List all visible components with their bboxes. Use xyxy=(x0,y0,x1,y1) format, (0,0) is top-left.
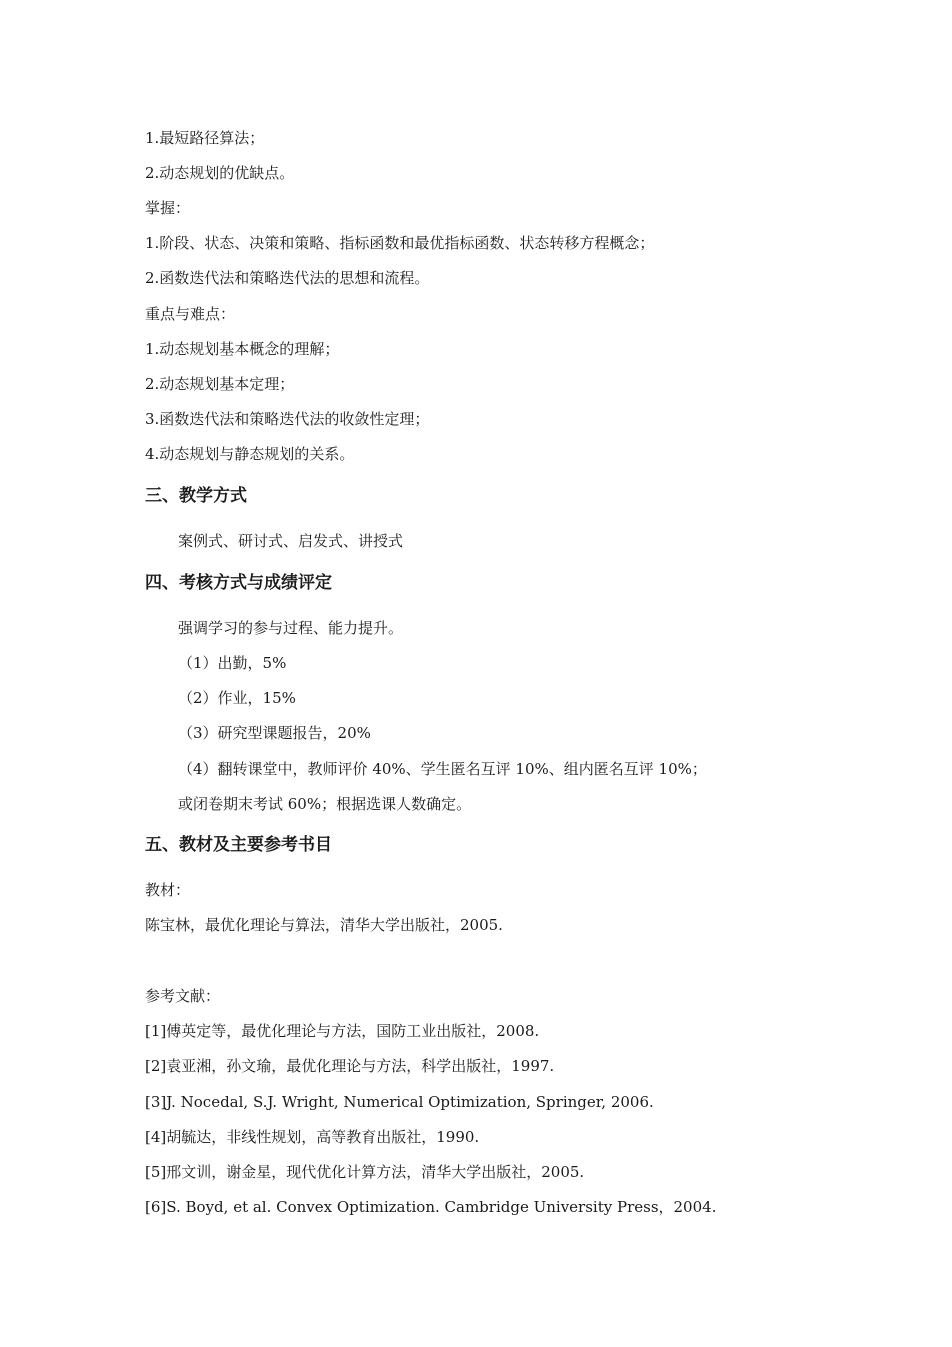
references-label: 参考文献： xyxy=(145,987,221,1005)
reference-item: [5]邢文训，谢金星，现代优化计算方法，清华大学出版社，2005. xyxy=(145,1163,585,1181)
list-item: 1.阶段、状态、决策和策略、指标函数和最优指标函数、状态转移方程概念； xyxy=(145,234,655,252)
list-item: 1.动态规划基本概念的理解； xyxy=(145,340,340,358)
list-item: 3.函数迭代法和策略迭代法的收敛性定理； xyxy=(145,410,430,428)
reference-item: [4]胡毓达，非线性规划，高等教育出版社，1990. xyxy=(145,1128,480,1146)
textbook-label: 教材： xyxy=(145,881,191,899)
reference-item: [1]傅英定等，最优化理论与方法，国防工业出版社，2008. xyxy=(145,1022,540,1040)
subheading-master: 掌握： xyxy=(145,199,191,217)
assessment-item: （3）研究型课题报告，20% xyxy=(178,724,371,742)
teaching-method-content: 案例式、研讨式、启发式、讲授式 xyxy=(178,532,404,550)
textbook-entry: 陈宝林，最优化理论与算法，清华大学出版社，2005. xyxy=(145,916,503,934)
list-item: 2.动态规划基本定理； xyxy=(145,375,295,393)
list-item: 4.动态规划与静态规划的关系。 xyxy=(145,445,355,463)
list-item: 2.动态规划的优缺点。 xyxy=(145,164,295,182)
assessment-item: （4）翻转课堂中，教师评价 40%、学生匿名互评 10%、组内匿名互评 10%； xyxy=(178,760,707,778)
reference-item: [2]袁亚湘，孙文瑜，最优化理论与方法，科学出版社，1997. xyxy=(145,1057,555,1075)
list-item: 1.最短路径算法； xyxy=(145,129,265,147)
assessment-note: 或闭卷期末考试 60%；根据选课人数确定。 xyxy=(178,795,472,813)
section-heading-textbooks: 五、教材及主要参考书目 xyxy=(145,835,332,855)
list-item: 2.函数迭代法和策略迭代法的思想和流程。 xyxy=(145,269,430,287)
assessment-item: （2）作业，15% xyxy=(178,689,296,707)
reference-item: [6]S. Boyd, et al. Convex Optimization. Cambridge University Press，2004. xyxy=(145,1198,717,1216)
section-heading-assessment: 四、考核方式与成绩评定 xyxy=(145,573,332,593)
section-heading-teaching-method: 三、教学方式 xyxy=(145,486,247,506)
reference-item: [3]J. Nocedal, S.J. Wright, Numerical Optimization, Springer, 2006. xyxy=(145,1093,654,1111)
assessment-item: （1）出勤，5% xyxy=(178,654,287,672)
subheading-key-points: 重点与难点： xyxy=(145,305,236,323)
assessment-intro: 强调学习的参与过程、能力提升。 xyxy=(178,619,404,637)
